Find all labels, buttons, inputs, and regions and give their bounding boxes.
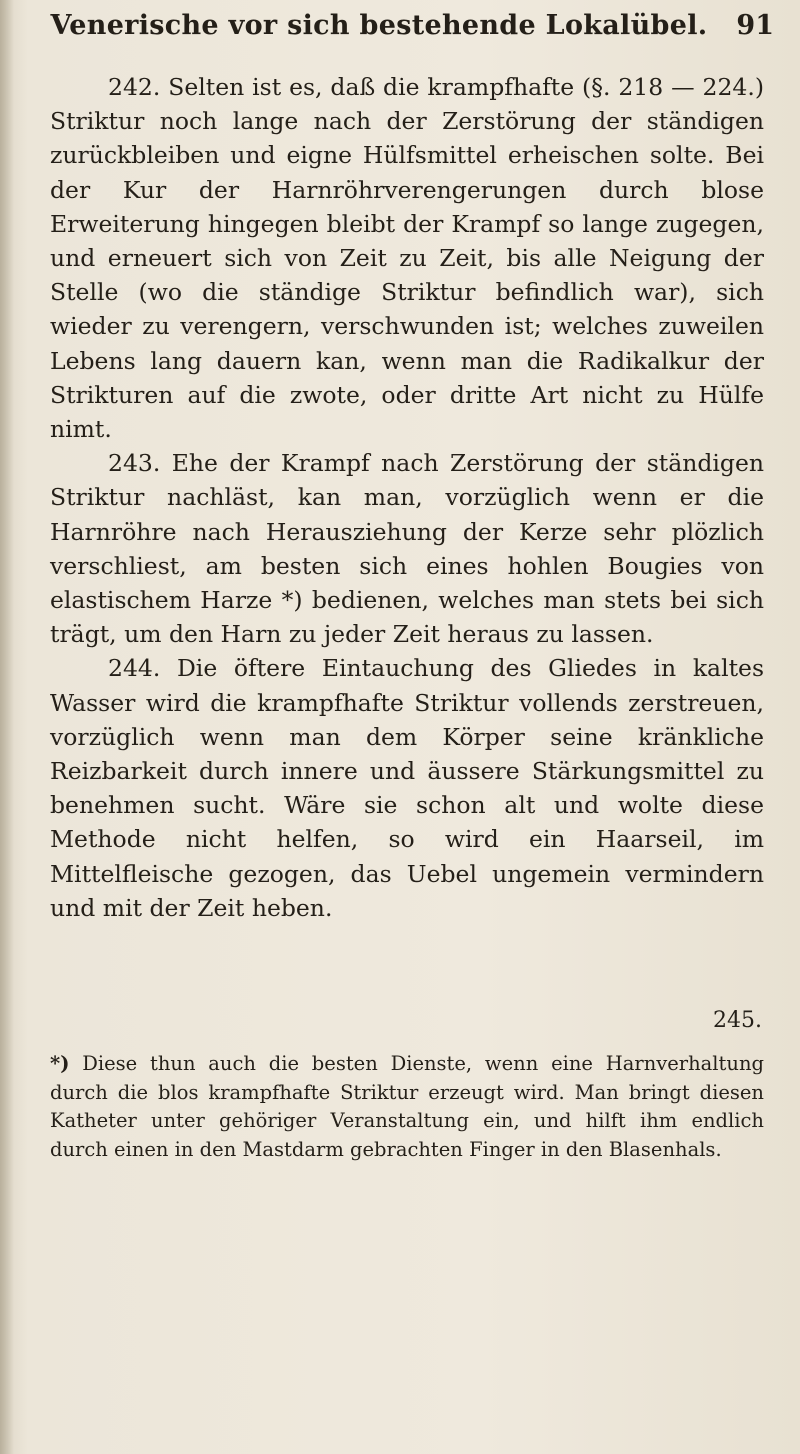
- footnote: [50, 1050, 764, 1164]
- page-number: 91: [736, 10, 774, 41]
- footnote-marker: *): [50, 1052, 70, 1075]
- running-head: [34, 10, 774, 50]
- footnote-text: Diese thun auch die besten Dienste, wenn eine Harnverhaltung durch die blos krampfhafte Striktur erzeugt wird. Man bringt diesen Katheter unter gehöriger Veranstaltung ein, und hilft ihm endlich durch einen in den Mastdarm gebrachten Finger in den Blasenhals.: [50, 1052, 764, 1161]
- spine-shadow: [0, 0, 14, 1454]
- paragraph-244: 244. Die öftere Eintauchung des Gliedes in kaltes Wasser wird die krampfhafte Striktur vollends zerstreuen, vorzüglich wenn man dem Körper seine kränkliche Reizbarkeit durch innere und äussere Stärkungsmittel zu benehmen sucht. Wäre sie schon alt und wolte diese Methode nicht helfen, so wird ein Haarseil, im Mittelfleische gezogen, das Uebel ungemein vermindern und mit der Zeit heben.: [50, 654, 764, 922]
- running-title: Venerische vor sich bestehende Lokalübel.: [50, 10, 708, 41]
- body-text: [50, 70, 764, 925]
- paragraph-242: 242. Selten ist es, daß die krampfhafte (§. 218 — 224.) Striktur noch lange nach der Zerstörung der ständigen zurückbleiben und eigne Hülfsmittel erheischen solte. Bei der Kur der Harnröhrverengerungen durch blose Erweiterung hingegen bleibt der Krampf so lange zugegen, und erneuert sich von Zeit zu Zeit, bis alle Neigung der Stelle (wo die ständige Striktur befindlich war), sich wieder zu verengern, verschwunden ist; welches zuweilen Lebens lang dauern kan, wenn man die Radikalkur der Strikturen auf die zwote, oder dritte Art nicht zu Hülfe nimt.: [50, 73, 764, 444]
- catchword: 245.: [713, 1008, 762, 1033]
- paragraph-243: 243. Ehe der Krampf nach Zerstörung der ständigen Striktur nachläst, kan man, vorzüglich wenn er die Harnröhre nach Herausziehung der Kerze sehr plözlich verschliest, am besten sich eines hohlen Bougies von elastischem Harze *) bedienen, welches man stets bei sich trägt, um den Harn zu jeder Zeit heraus zu lassen.: [50, 449, 764, 649]
